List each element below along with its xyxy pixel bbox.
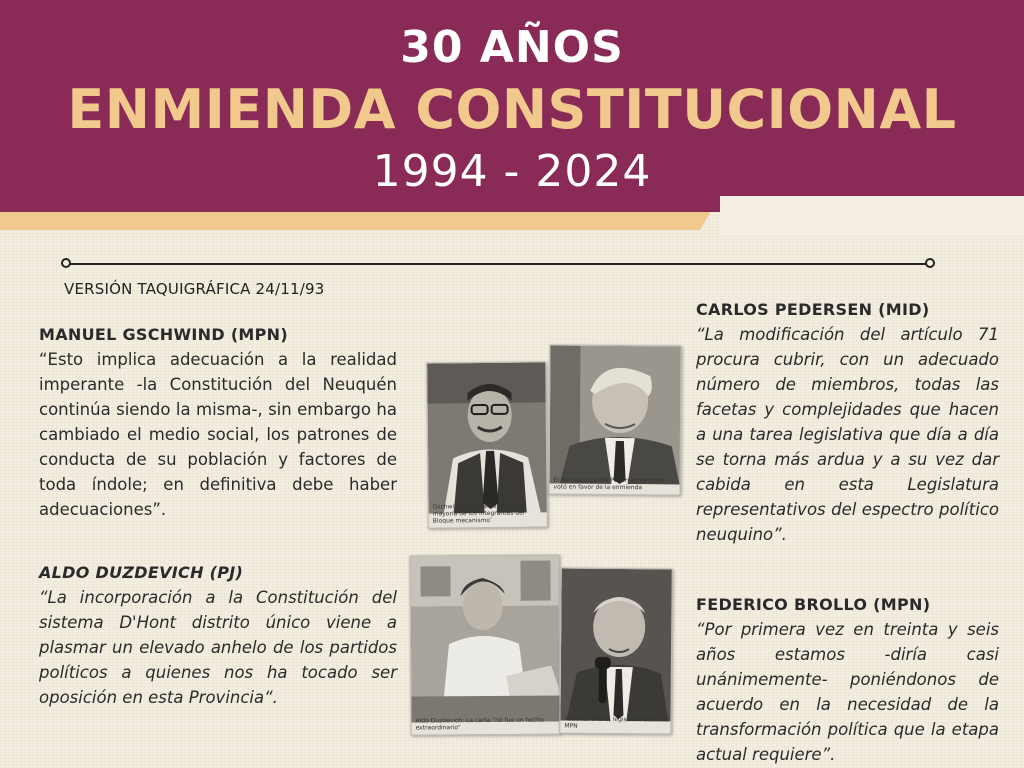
speaker-name: ALDO DUZDEVICH (PJ) — [39, 563, 244, 582]
photo-caption: El diputado Carlos Pedersen también votó en favor de la enmienda — [553, 476, 665, 492]
timeline-dot-start — [61, 258, 71, 268]
photo-gschwind — [426, 361, 548, 528]
photo-caption: Aldo Duzdevich: La carta “no fue un hecho extraordinario” — [415, 716, 544, 732]
version-label: VERSIÓN TAQUIGRÁFICA 24/11/93 — [64, 280, 325, 298]
title-anniversary: 30 AÑOS — [400, 22, 624, 73]
photo-brollo — [559, 568, 672, 735]
portrait-image — [560, 569, 672, 735]
timeline-dot-end — [925, 258, 935, 268]
speaker-quote: “Esto implica adecuación a la realidad imperante -la Constitución del Neuquén continúa siendo la misma-, sin embargo ha cambiado el medio social, los patrones de conducta de su población y factores de toda índole; en definitiva debe haber adecuaciones”. — [39, 350, 397, 519]
speaker-quote: “La incorporación a la Constitución del sistema D'Hont distrito único viene a plasmar un elevado anhelo de los partidos políticos a quienes nos ha tocado ser oposición en esta Provincia“. — [39, 588, 397, 707]
portrait-image — [549, 346, 681, 496]
speaker-block-duzdevich — [39, 560, 397, 710]
speaker-block-brollo — [696, 592, 999, 767]
header-cut — [720, 196, 1024, 236]
speaker-name: FEDERICO BROLLO (MPN) — [696, 595, 931, 614]
photo-duzdevich — [409, 554, 560, 735]
speaker-name: MANUEL GSCHWIND (MPN) — [39, 325, 288, 344]
title-main: ENMIENDA CONSTITUCIONAL — [67, 78, 957, 141]
speaker-block-gschwind — [39, 322, 397, 522]
speaker-block-pedersen — [696, 297, 999, 547]
photo-caption: Federico Brollo, legislador del MPN — [564, 715, 654, 730]
speaker-name: CARLOS PEDERSEN (MID) — [696, 300, 930, 319]
speaker-quote: “La modificación del artículo 71 procura cubrir, con un adecuado número de miembros, todas las facetas y complejidades que hacen a una tarea legislativa que día a día se torna más ardua y a su vez dar cabida en esta Legislatura representativos del espectro político neuquino”. — [696, 325, 999, 544]
timeline-line — [66, 263, 930, 265]
photo-caption: Gschwind dijo que existe ‘en la mayoría de los integrantes del Bloque mecanismo’ — [432, 502, 527, 525]
title-years: 1994 - 2024 — [372, 146, 652, 197]
portrait-image — [410, 555, 560, 735]
photo-pedersen — [548, 345, 681, 496]
speaker-quote: “Por primera vez en treinta y seis años estamos -diría casi unánimemente- poniéndonos de acuerdo en la necesidad de la transformación política que la etapa actual requiere”. — [696, 620, 999, 764]
